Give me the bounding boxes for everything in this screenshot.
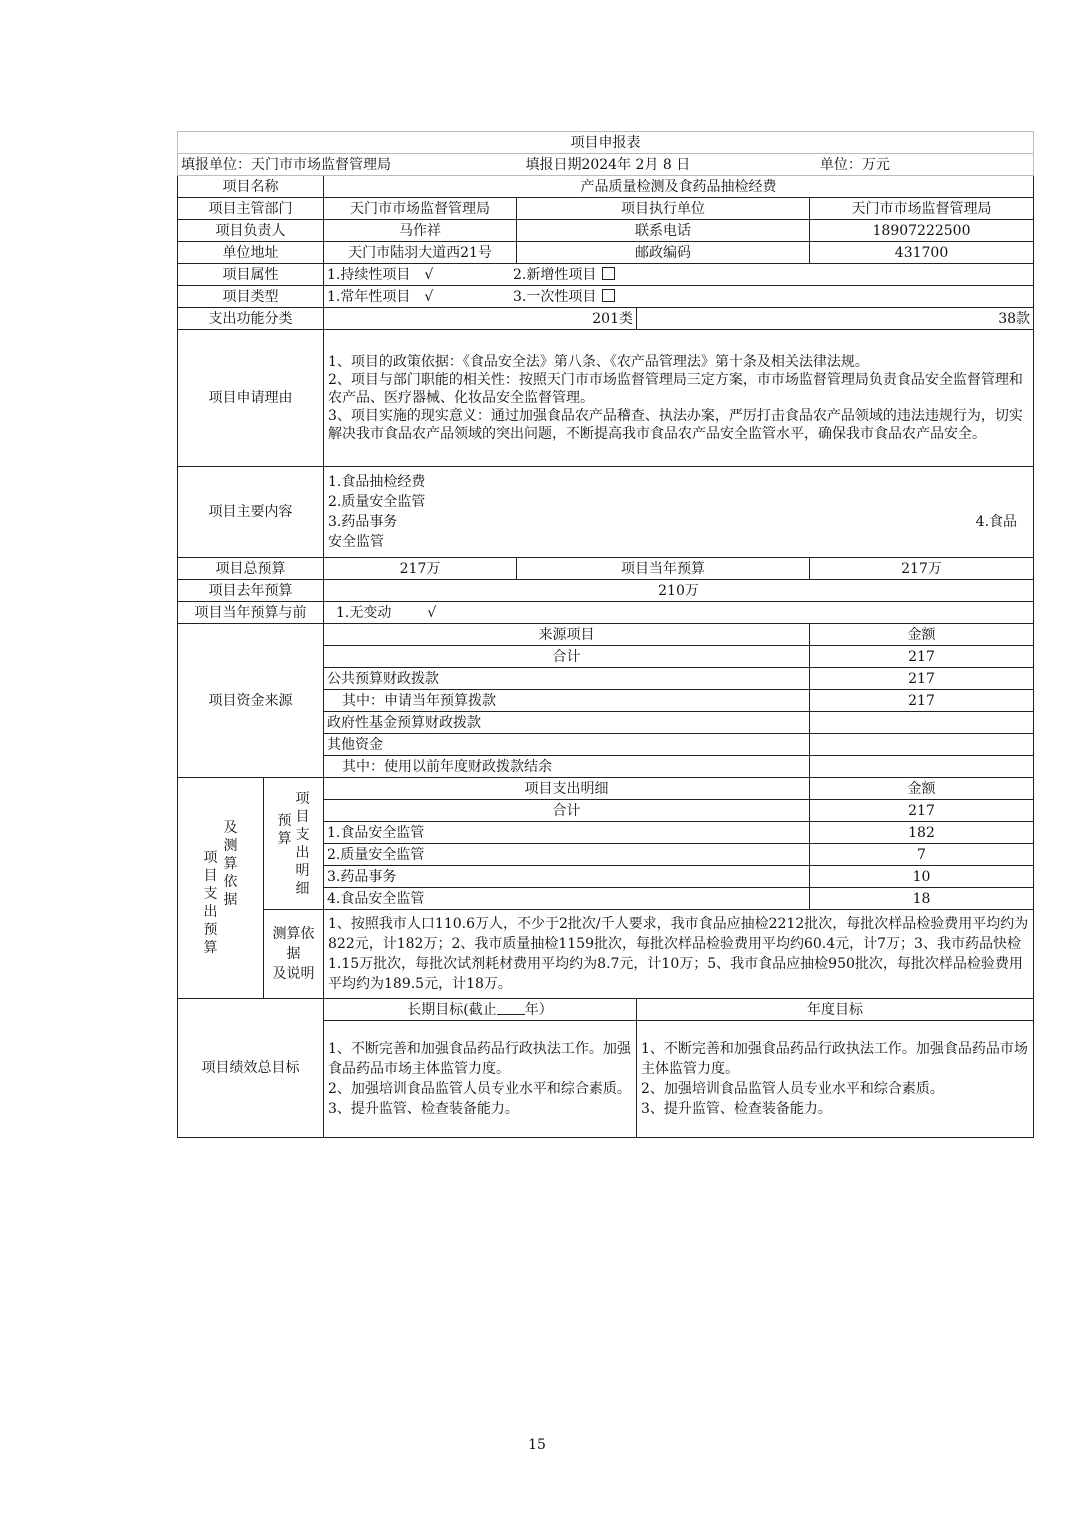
expense-outer-label-b: 及 测 算 依 据 xyxy=(223,820,238,908)
checkbox-empty-icon xyxy=(602,289,615,302)
detail-row-name: 1.食品安全监管 xyxy=(324,822,810,844)
content-2: 2.质量安全监管 xyxy=(328,494,426,510)
detail-row-name: 2.质量安全监管 xyxy=(324,844,810,866)
attr-label: 项目属性 xyxy=(178,264,324,286)
expense-outer-label xyxy=(178,778,264,999)
check-mark-icon: √ xyxy=(427,604,437,621)
exec-value: 天门市市场监督管理局 xyxy=(810,198,1034,220)
fund-head-source: 来源项目 xyxy=(324,624,810,646)
form-header-info xyxy=(178,154,1034,176)
dept-value: 天门市市场监督管理局 xyxy=(324,198,517,220)
fill-unit: 填报单位：天门市市场监督管理局 xyxy=(181,156,391,173)
reason-1: 1、项目的政策依据：《食品安全法》第八条、《农产品管理法》第十条及相关法律法规。 xyxy=(328,354,869,370)
dept-label: 项目主管部门 xyxy=(178,198,324,220)
func-item: 38款 xyxy=(637,308,1034,330)
perf-year-2: 2、加强培训食品监管人员专业水平和综合素质。 xyxy=(641,1081,944,1097)
detail-label-a: 项 目 支 出 明 细 xyxy=(295,790,310,897)
perf-year-3: 3、提升监管、检查装备能力。 xyxy=(641,1101,832,1117)
fund-row-name: 其他资金 xyxy=(324,734,810,756)
content-label: 项目主要内容 xyxy=(178,467,324,558)
leader-label: 项目负责人 xyxy=(178,220,324,242)
exec-label: 项目执行单位 xyxy=(517,198,810,220)
perf-long-3: 3、提升监管、检查装备能力。 xyxy=(328,1101,519,1117)
fund-row-name: 其中：申请当年预算拨款 xyxy=(324,690,810,712)
attr-option-continuous: 1.持续性项目 √ xyxy=(327,266,434,283)
fund-row-amount: 217 xyxy=(810,690,1034,712)
reason-text xyxy=(324,330,1034,467)
fund-row-amount: 217 xyxy=(810,646,1034,668)
fund-label: 项目资金来源 xyxy=(178,624,324,778)
project-name: 产品质量检测及食药品抽检经费 xyxy=(324,176,1034,198)
fund-row-name: 公共预算财政拨款 xyxy=(324,668,810,690)
type-option-onetime: 3.一次性项目 xyxy=(513,288,597,305)
func-class: 201类 xyxy=(324,308,637,330)
type-label: 项目类型 xyxy=(178,286,324,308)
year-budget: 217万 xyxy=(810,558,1034,580)
zip-value: 431700 xyxy=(810,242,1034,264)
detail-row-name: 4.食品安全监管 xyxy=(324,888,810,910)
phone-label: 联系电话 xyxy=(517,220,810,242)
fund-row-name: 其中：使用以前年度财政拨款结余 xyxy=(324,756,810,778)
type-options xyxy=(324,286,1034,308)
content-3: 3.药品事务 xyxy=(328,514,398,530)
perf-label: 项目绩效总目标 xyxy=(178,999,324,1138)
content-4b: 安全监管 xyxy=(328,534,384,550)
phone-value: 18907222500 xyxy=(810,220,1034,242)
fund-row-amount xyxy=(810,756,1034,778)
fund-row-amount: 217 xyxy=(810,668,1034,690)
checkbox-empty-icon xyxy=(602,267,615,280)
perf-long-1: 1、不断完善和加强食品药品行政执法工作。加强食品药品市场主体监管力度。 xyxy=(328,1041,631,1077)
year-budget-label: 项目当年预算 xyxy=(517,558,810,580)
calc-text: 1、按照我市人口110.6万人，不少于2批次/千人要求，我市食品应抽检2212批次，每批次样品检验费用平均约为822元，计182万；2、我市质量抽检1159批次，每批次样品检验费用平均约60.4元，计7万；3、我市药品快检1.15万批次，每批次试剂耗材费用平均约为8.7元，计10万；5、我市食品应抽检950批次，每批次样品检验费用平均约为189.5元，计18万。 xyxy=(324,910,1034,999)
detail-row-amount: 7 xyxy=(810,844,1034,866)
type-option-regular: 1.常年性项目 √ xyxy=(327,288,434,305)
fund-row-amount xyxy=(810,712,1034,734)
detail-label xyxy=(264,778,324,910)
leader-value: 马作祥 xyxy=(324,220,517,242)
detail-row-name: 3.药品事务 xyxy=(324,866,810,888)
func-label: 支出功能分类 xyxy=(178,308,324,330)
detail-row-amount: 182 xyxy=(810,822,1034,844)
project-name-label: 项目名称 xyxy=(178,176,324,198)
change-options xyxy=(324,602,1034,624)
blank-underline xyxy=(497,1002,525,1015)
detail-row-name: 合计 xyxy=(324,800,810,822)
change-value: 1.无变动 xyxy=(336,604,392,621)
perf-year-text xyxy=(637,1021,1034,1138)
content-3-row xyxy=(328,512,1029,532)
reason-label: 项目申请理由 xyxy=(178,330,324,467)
fund-head-amount: 金额 xyxy=(810,624,1034,646)
reason-2: 2、项目与部门职能的相关性：按照天门市市场监督管理局三定方案，市市场监督管理局负责食品安全监督管理和农产品、医疗器械、化妆品安全监督管理。 xyxy=(328,372,1023,406)
page-number: 15 xyxy=(528,1437,546,1453)
detail-head-item: 项目支出明细 xyxy=(324,778,810,800)
attr-options xyxy=(324,264,1034,286)
detail-label-b: 预 算 xyxy=(277,812,292,847)
zip-label: 邮政编码 xyxy=(517,242,810,264)
fund-row-amount xyxy=(810,734,1034,756)
attr-option-new: 2.新增性项目 xyxy=(513,266,597,283)
check-mark-icon: √ xyxy=(424,288,434,305)
content-1: 1.食品抽检经费 xyxy=(328,474,426,490)
total-budget: 217万 xyxy=(324,558,517,580)
content-4a: 4.食品 xyxy=(975,514,1018,530)
detail-row-amount: 217 xyxy=(810,800,1034,822)
fund-row-name: 政府性基金预算财政拨款 xyxy=(324,712,810,734)
detail-row-amount: 10 xyxy=(810,866,1034,888)
reason-3: 3、项目实施的现实意义：通过加强食品农产品稽查、执法办案，严厉打击食品农产品领域的违法违规行为，切实解决我市食品农产品领域的突出问题，不断提高我市食品农产品安全监管水平，确保我市食品农产品安全。 xyxy=(328,408,1023,442)
fill-date: 填报日期2024年 2月 8 日 xyxy=(525,156,691,173)
address-label: 单位地址 xyxy=(178,242,324,264)
perf-long-2: 2、加强培训食品监管人员专业水平和综合素质。 xyxy=(328,1081,631,1097)
last-budget: 210万 xyxy=(324,580,1034,602)
address-value: 天门市陆羽大道西21号 xyxy=(324,242,517,264)
perf-year-1: 1、不断完善和加强食品药品行政执法工作。加强食品药品市场主体监管力度。 xyxy=(641,1041,1028,1077)
project-application-form xyxy=(177,131,1034,1138)
detail-head-amount: 金额 xyxy=(810,778,1034,800)
detail-row-amount: 18 xyxy=(810,888,1034,910)
last-budget-label: 项目去年预算 xyxy=(178,580,324,602)
perf-year-head: 年度目标 xyxy=(637,999,1034,1021)
change-label: 项目当年预算与前 xyxy=(178,602,324,624)
perf-long-text xyxy=(324,1021,637,1138)
unit-label: 单位：万元 xyxy=(819,156,890,173)
calc-label: 测算依 据 及说明 xyxy=(264,910,324,999)
total-budget-label: 项目总预算 xyxy=(178,558,324,580)
form-title: 项目申报表 xyxy=(178,132,1034,154)
content-text xyxy=(324,467,1034,558)
expense-outer-label-a: 项 目 支 出 预 算 xyxy=(203,850,218,956)
perf-long-head: 长期目标(截止 年） xyxy=(324,999,637,1021)
fund-row-name: 合计 xyxy=(324,646,810,668)
check-mark-icon: √ xyxy=(424,266,434,283)
